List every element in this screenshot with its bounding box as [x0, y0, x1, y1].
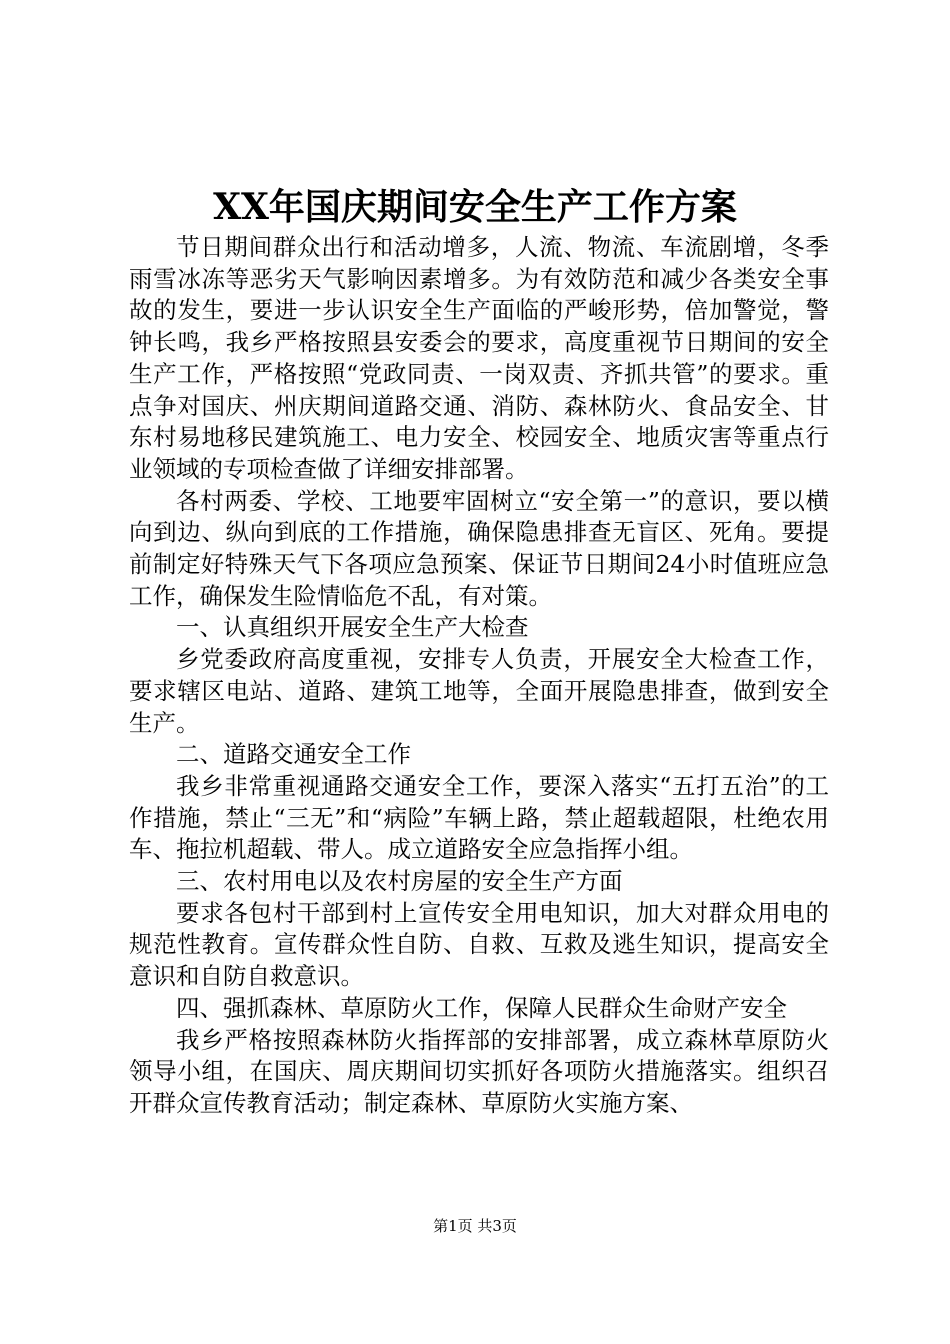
paragraph-safety-inspection: 乡党委政府高度重视，安排专人负责，开展安全大检查工作，要求辖区电站、道路、建筑工地等，全面开展隐患排查，做到安全生产。 — [129, 645, 829, 737]
paragraph-road-traffic: 我乡非常重视通路交通安全工作，要深入落实“五打五治”的工作措施，禁止“三无”和“病险”车辆上路，禁止超载超限，杜绝农用车、拖拉机超载、带人。成立道路安全应急指挥小组。 — [129, 771, 829, 864]
paragraph-intro: 节日期间群众出行和活动增多，人流、物流、车流剧增，冬季雨雪冰冻等恶劣天气影响因素增多。为有效防范和减少各类安全事故的发生，要进一步认识安全生产面临的严峻形势，倍加警觉，警钟长鸣，我乡严格按照县安委会的要求，高度重视节日期间的安全生产工作，严格按照“党政同责、一岗双责、齐抓共管”的要求。重点争对国庆、州庆期间道路交通、消防、森林防火、食品安全、甘东村易地移民建筑施工、电力安全、校园安全、地质灾害等重点行业领域的专项检查做了详细安排部署。 — [129, 233, 829, 483]
paragraph-fire-prevention: 我乡严格按照森林防火指挥部的安排部署，成立森林草原防火领导小组，在国庆、周庆期间切实抓好各项防火措施落实。组织召开群众宣传教育活动；制定森林、草原防火实施方案、 — [129, 1025, 829, 1117]
section-heading-3: 三、农村用电以及农村房屋的安全生产方面 — [176, 867, 623, 896]
document-title: XX年国庆期间安全生产工作方案 — [213, 186, 737, 228]
paragraph-village-committees: 各村两委、学校、工地要牢固树立“安全第一”的意识，要以横向到边、纵向到底的工作措施，确保隐患排查无盲区、死角。要提前制定好特殊天气下各项应急预案、保证节日期间24小时值班应急工作，确保发生险情临危不乱，有对策。 — [129, 486, 829, 610]
document-body — [129, 232, 829, 1120]
page-footer: 第1页 共3页 — [433, 1217, 517, 1235]
section-heading-4: 四、强抓森林、草原防火工作，保障人民群众生命财产安全 — [176, 993, 787, 1022]
paragraph-rural-electricity: 要求各包村干部到村上宣传安全用电知识，加大对群众用电的规范性教育。宣传群众性自防、自救、互救及逃生知识，提高安全意识和自防自救意识。 — [129, 898, 829, 991]
section-heading-2: 二、道路交通安全工作 — [176, 740, 411, 769]
section-heading-1: 一、认真组织开展安全生产大检查 — [176, 613, 529, 642]
